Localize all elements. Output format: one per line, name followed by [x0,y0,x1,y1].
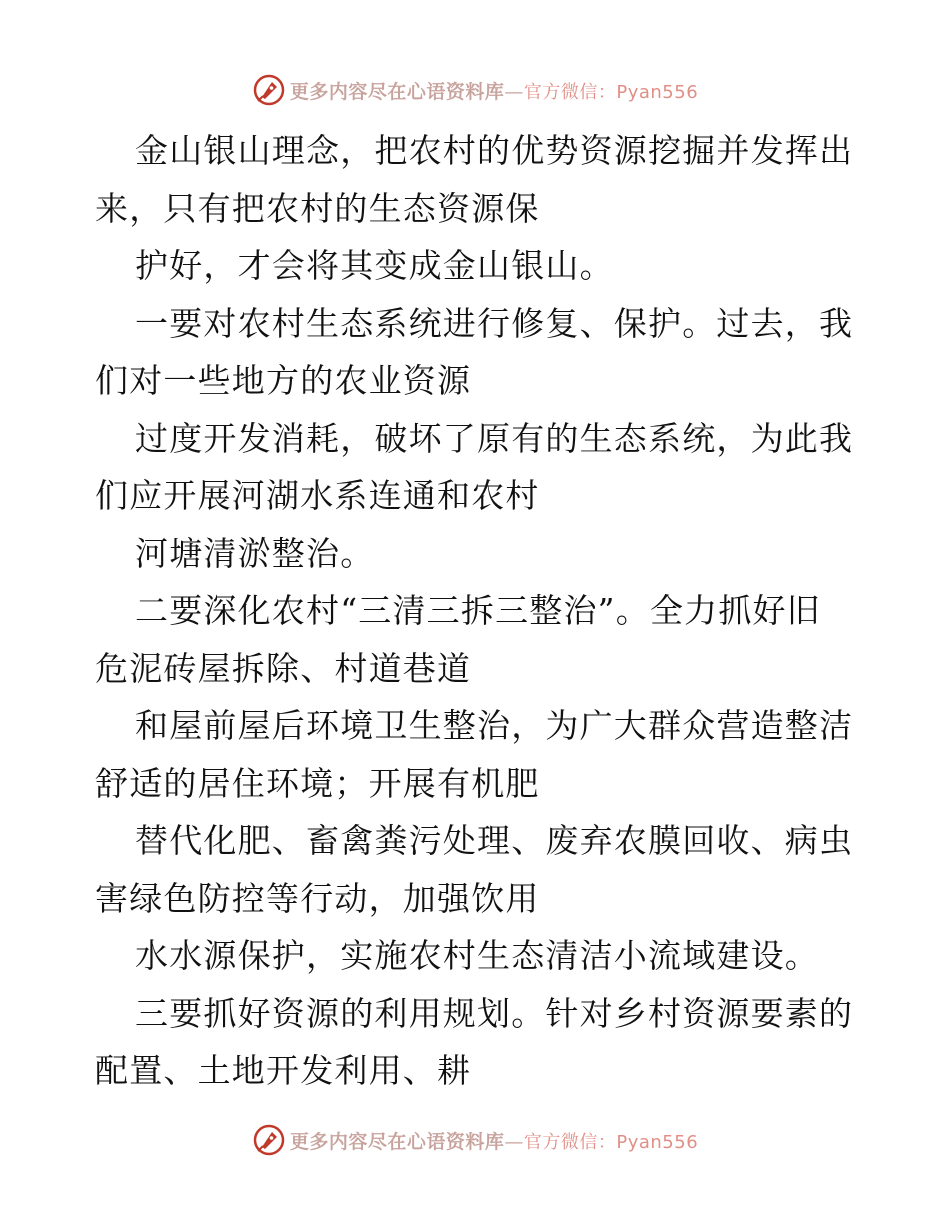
banner-main-text: 更多内容尽在心语资料库 [289,1130,505,1153]
banner-separator: — [504,80,524,103]
text-line: 配置、土地开发利用、耕 [95,1051,472,1090]
text-line: 替代化肥、畜禽粪污处理、废弃农膜回收、病虫 [135,821,854,860]
banner-main-text: 更多内容尽在心语资料库 [289,80,505,103]
banner-wechat-text: 官方微信：Pyan556 [523,1131,699,1153]
banner-text [290,1127,698,1154]
header-banner [0,70,950,110]
text-line: 危泥砖屋拆除、村道巷道 [95,648,472,688]
text-line: 来，只有把农村的生态资源保 [95,188,540,228]
text-line: 河塘清淤整治。 [135,533,375,573]
text-line: 一要对农村生态系统进行修复、保护。过去，我 [135,303,854,343]
text-line: 二要深化农村“三清三拆三整治”。全力抓好旧 [135,591,821,630]
text-line: 们对一些地方的农业资源 [95,361,472,400]
pen-nib-logo-icon [252,73,286,107]
banner-text [290,77,698,104]
text-line: 护好，才会将其变成金山银山。 [135,246,614,285]
text-line: 舒适的居住环境；开展有机肥 [95,763,540,803]
text-line: 们应开展河湖水系连通和农村 [95,476,540,515]
text-line: 水水源保护，实施农村生态清洁小流域建设。 [135,936,819,975]
text-line: 三要抓好资源的利用规划。针对乡村资源要素的 [135,993,854,1033]
document-body [95,122,855,1100]
text-line: 和屋前屋后环境卫生整治，为广大群众营造整洁 [135,706,854,745]
footer-banner [0,1120,950,1160]
pen-nib-logo-icon [252,1123,286,1157]
text-line: 金山银山理念，把农村的优势资源挖掘并发挥出 [135,131,854,170]
banner-wechat-text: 官方微信：Pyan556 [523,81,699,103]
banner-separator: — [504,1130,524,1153]
text-line: 害绿色防控等行动，加强饮用 [95,878,540,918]
text-line: 过度开发消耗，破坏了原有的生态系统，为此我 [135,418,854,458]
